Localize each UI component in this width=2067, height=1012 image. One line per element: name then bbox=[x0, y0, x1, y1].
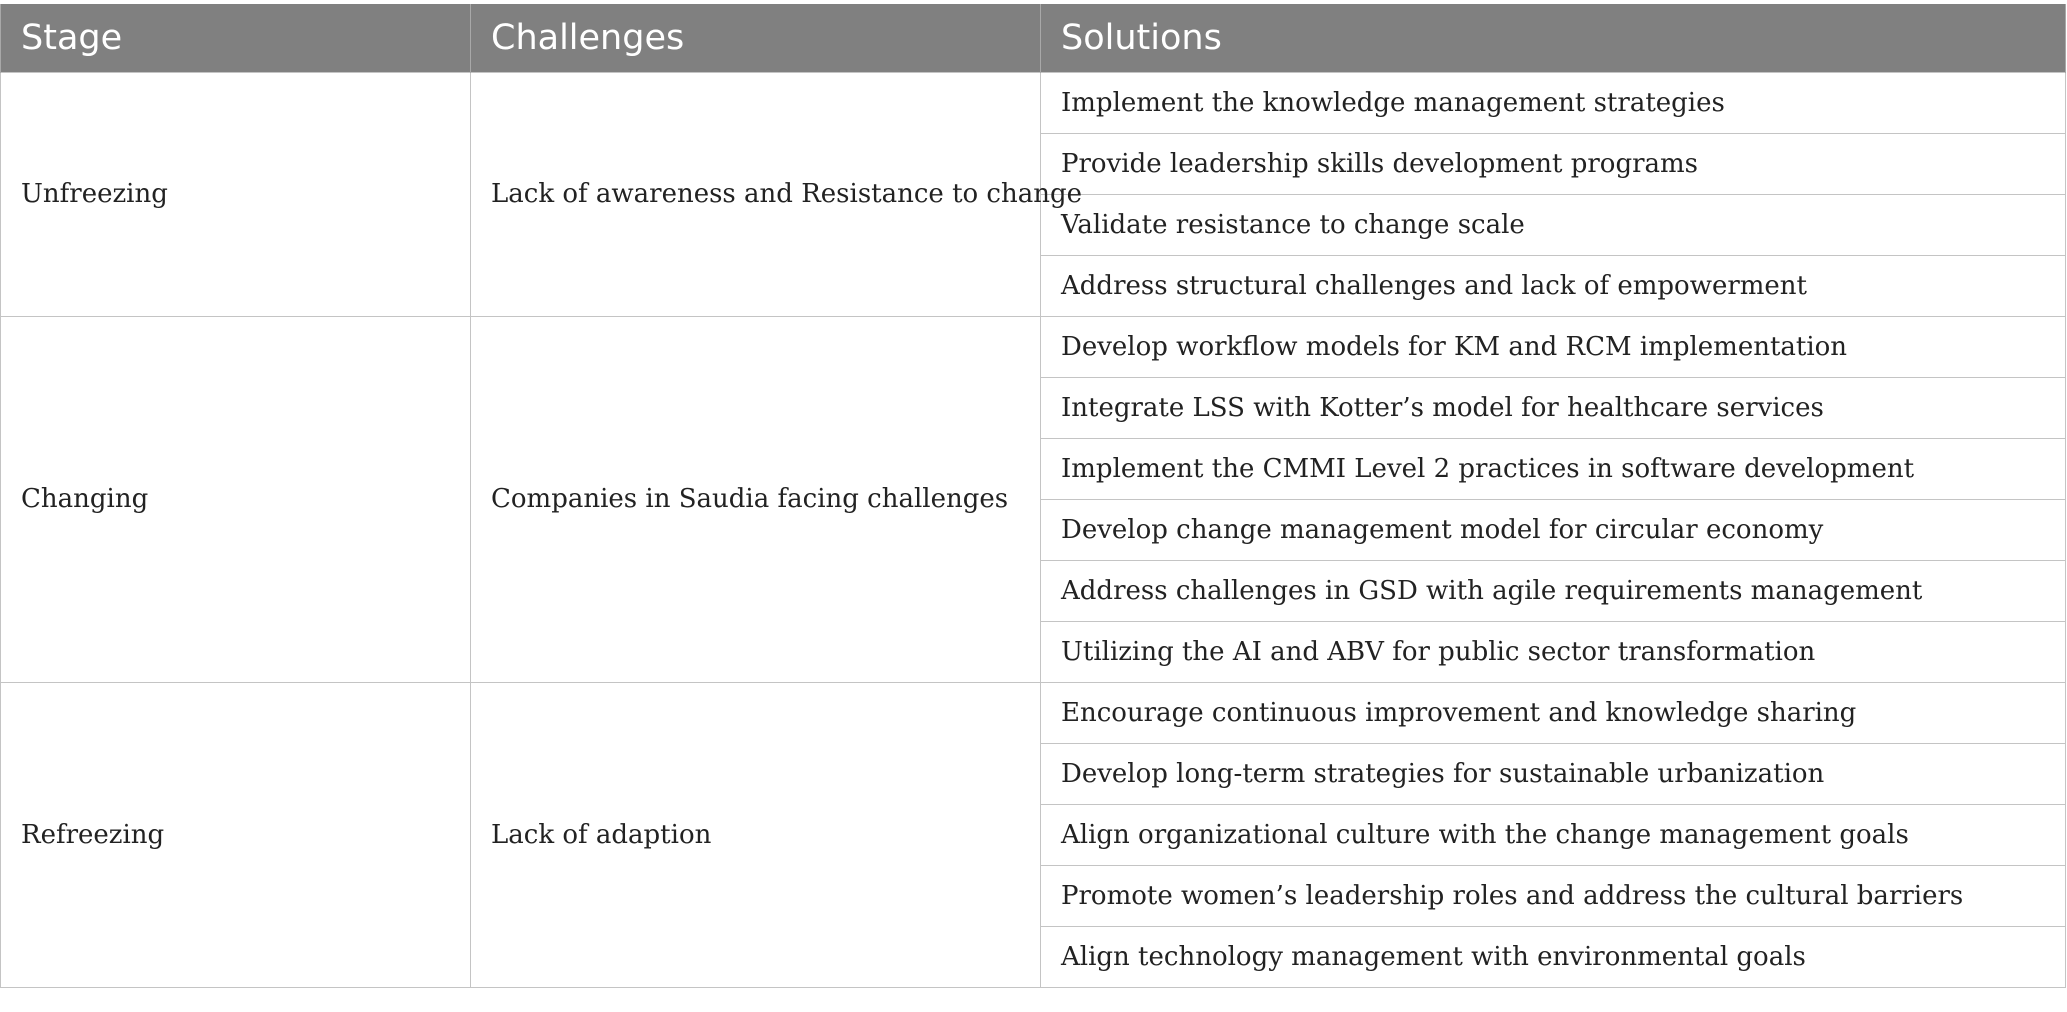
table-row bbox=[1, 682, 2066, 743]
stage-cell-refreezing: Refreezing bbox=[1, 682, 471, 987]
solution-cell: Implement the knowledge management strategies bbox=[1041, 72, 2066, 133]
challenge-cell-refreezing: Lack of adaption bbox=[471, 682, 1041, 987]
header-row bbox=[1, 4, 2066, 72]
header-stage: Stage bbox=[1, 4, 471, 72]
challenge-cell-changing: Companies in Saudia facing challenges bbox=[471, 316, 1041, 682]
solution-cell: Provide leadership skills development programs bbox=[1041, 133, 2066, 194]
solution-cell: Develop long-term strategies for sustainable urbanization bbox=[1041, 743, 2066, 804]
stage-cell-changing: Changing bbox=[1, 316, 471, 682]
solution-cell: Validate resistance to change scale bbox=[1041, 194, 2066, 255]
table-row bbox=[1, 316, 2066, 377]
solution-cell: Implement the CMMI Level 2 practices in software development bbox=[1041, 438, 2066, 499]
solution-cell: Utilizing the AI and ABV for public sector transformation bbox=[1041, 621, 2066, 682]
solution-cell: Integrate LSS with Kotter’s model for healthcare services bbox=[1041, 377, 2066, 438]
solution-cell: Address challenges in GSD with agile requirements management bbox=[1041, 560, 2066, 621]
solution-cell: Develop change management model for circular economy bbox=[1041, 499, 2066, 560]
stage-cell-unfreezing: Unfreezing bbox=[1, 72, 471, 316]
header-challenges: Challenges bbox=[471, 4, 1041, 72]
header-solutions: Solutions bbox=[1041, 4, 2066, 72]
solution-cell: Develop workflow models for KM and RCM implementation bbox=[1041, 316, 2066, 377]
table-header bbox=[1, 4, 2066, 72]
stage-challenges-solutions-table bbox=[0, 4, 2066, 988]
challenge-cell-unfreezing: Lack of awareness and Resistance to change bbox=[471, 72, 1041, 316]
table-body bbox=[1, 72, 2066, 987]
solution-cell: Promote women’s leadership roles and address the cultural barriers bbox=[1041, 865, 2066, 926]
table-row bbox=[1, 72, 2066, 133]
solution-cell: Align organizational culture with the change management goals bbox=[1041, 804, 2066, 865]
solution-cell: Encourage continuous improvement and knowledge sharing bbox=[1041, 682, 2066, 743]
solution-cell: Address structural challenges and lack of empowerment bbox=[1041, 255, 2066, 316]
solution-cell: Align technology management with environmental goals bbox=[1041, 926, 2066, 987]
